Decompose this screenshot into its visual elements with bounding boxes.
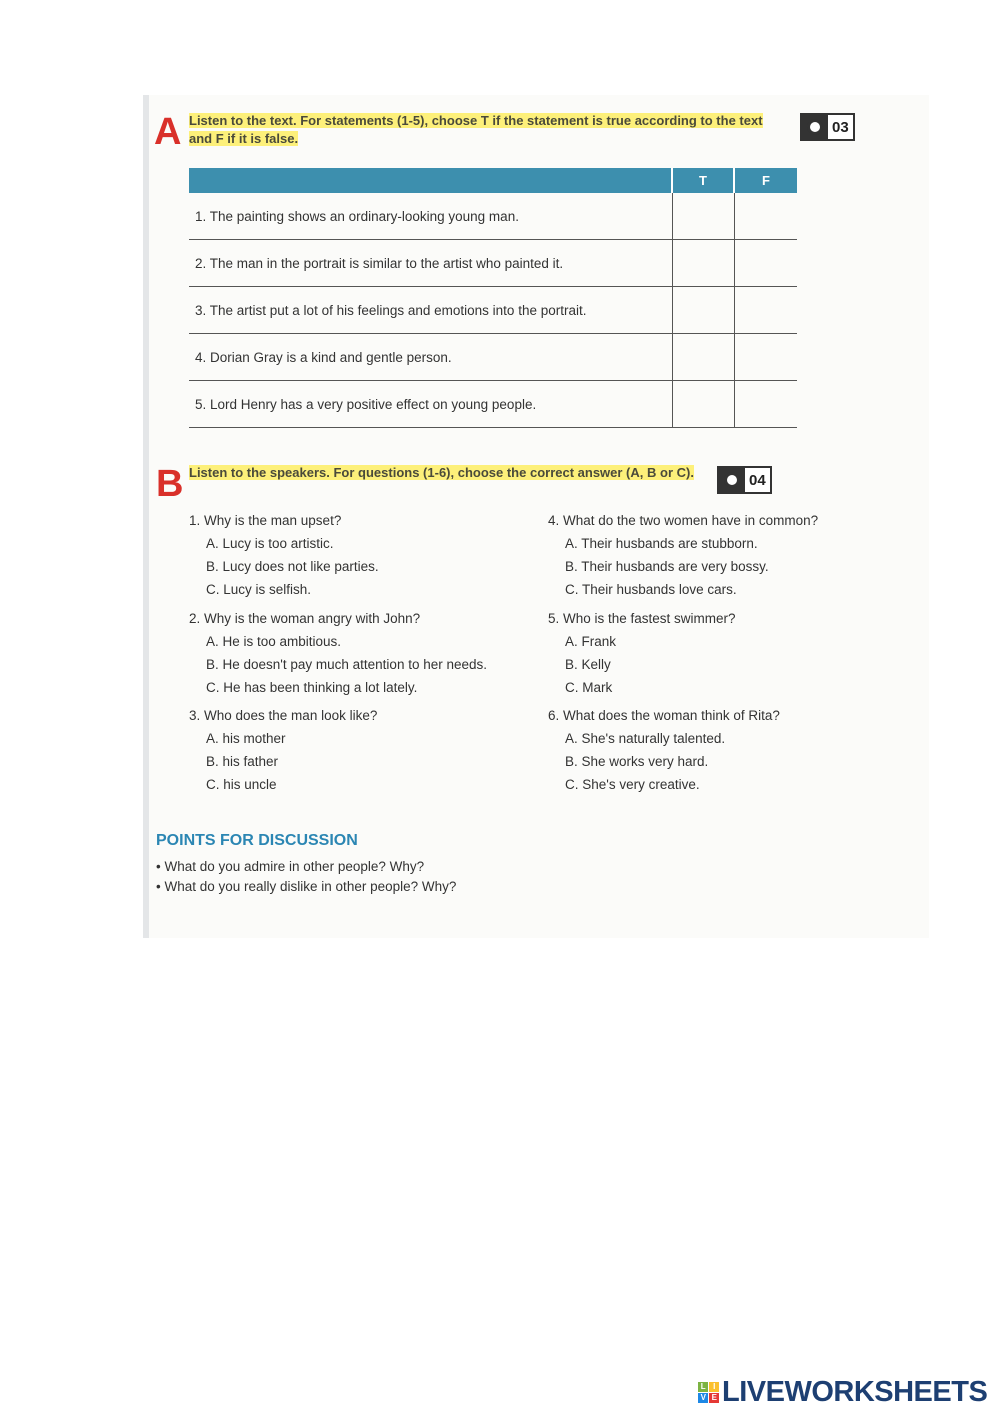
false-cell[interactable] (734, 334, 797, 381)
true-cell[interactable] (672, 240, 734, 287)
question-4 (548, 509, 818, 601)
true-cell[interactable] (672, 287, 734, 334)
statement-row (189, 193, 797, 240)
false-cell[interactable] (734, 240, 797, 287)
answer-option[interactable]: B. He doesn't pay much attention to her needs. (206, 656, 488, 672)
answer-option[interactable]: C. He has been thinking a lot lately. (206, 679, 418, 695)
audio-track-04[interactable]: 04 (717, 466, 772, 494)
logo-tiles-icon: L I V E (698, 1382, 719, 1403)
false-cell[interactable] (734, 381, 797, 428)
cd-icon (719, 468, 745, 492)
answer-option[interactable]: C. Mark (565, 679, 613, 695)
answer-option[interactable]: B. Kelly (565, 656, 611, 672)
answer-option[interactable]: A. Their husbands are stubborn. (565, 536, 758, 551)
statement-text: 2. The man in the portrait is similar to the artist who painted it. (189, 240, 672, 287)
answer-option[interactable]: A. She's naturally talented. (565, 731, 726, 746)
true-cell[interactable] (672, 193, 734, 240)
question-6 (548, 704, 780, 796)
question-2 (189, 607, 487, 699)
answer-option[interactable]: B. Their husbands are very bossy. (565, 559, 769, 574)
statement-text: 3. The artist put a lot of his feelings and emotions into the portrait. (189, 287, 672, 334)
answer-option[interactable]: B. She works very hard. (565, 754, 709, 769)
question-3 (189, 704, 377, 796)
answer-option[interactable]: A. his mother (206, 731, 286, 746)
statement-row (189, 381, 797, 428)
section-a-letter: A (154, 111, 182, 153)
true-cell[interactable] (672, 381, 734, 428)
answer-option[interactable]: C. Lucy is selfish. (206, 582, 312, 597)
header-t: T (672, 168, 734, 193)
answer-option[interactable]: B. his father (206, 754, 279, 769)
answer-option[interactable]: B. Lucy does not like parties. (206, 559, 379, 574)
statement-text: 1. The painting shows an ordinary-looking young man. (189, 193, 672, 240)
statement-text: 4. Dorian Gray is a kind and gentle person. (189, 334, 672, 381)
question-1 (189, 509, 379, 601)
question-text: 3. Who does the man look like? (189, 708, 378, 723)
liveworksheets-logo: L I V E LIVEWORKSHEETS (698, 1376, 987, 1409)
answer-option[interactable]: A. Lucy is too artistic. (206, 536, 334, 551)
question-text: 2. Why is the woman angry with John? (189, 610, 421, 626)
question-text: 1. Why is the man upset? (189, 513, 342, 528)
statement-row (189, 287, 797, 334)
answer-option[interactable]: C. Their husbands love cars. (565, 582, 737, 597)
discussion-title: POINTS FOR DISCUSSION (156, 832, 358, 849)
statement-row (189, 240, 797, 287)
answer-option[interactable]: A. He is too ambitious. (206, 633, 342, 649)
true-cell[interactable] (672, 334, 734, 381)
statement-text: 5. Lord Henry has a very positive effect on young people. (189, 381, 672, 428)
audio-track-03[interactable]: 03 (800, 113, 855, 141)
question-5 (548, 607, 736, 699)
section-a-instruction: Listen to the text. For statements (1-5), choose T if the statement is true according to the text and F if it is false. (189, 113, 763, 146)
cd-icon (802, 115, 828, 139)
question-text: 4. What do the two women have in common? (548, 513, 819, 528)
discussion-item: • What do you admire in other people? Why? (156, 859, 425, 874)
question-text: 6. What does the woman think of Rita? (548, 708, 780, 723)
header-f: F (734, 168, 797, 193)
answer-option[interactable]: C. She's very creative. (565, 777, 700, 792)
answer-option[interactable]: A. Frank (565, 633, 617, 649)
false-cell[interactable] (734, 193, 797, 240)
false-cell[interactable] (734, 287, 797, 334)
discussion-item: • What do you really dislike in other people? Why? (156, 879, 457, 894)
question-text: 5. Who is the fastest swimmer? (548, 610, 736, 626)
true-false-table (189, 168, 797, 428)
section-b-letter: B (156, 463, 184, 505)
statement-row (189, 334, 797, 381)
section-b-instruction: Listen to the speakers. For questions (1-6), choose the correct answer (A, B or C). (189, 465, 694, 480)
answer-option[interactable]: C. his uncle (206, 777, 277, 792)
